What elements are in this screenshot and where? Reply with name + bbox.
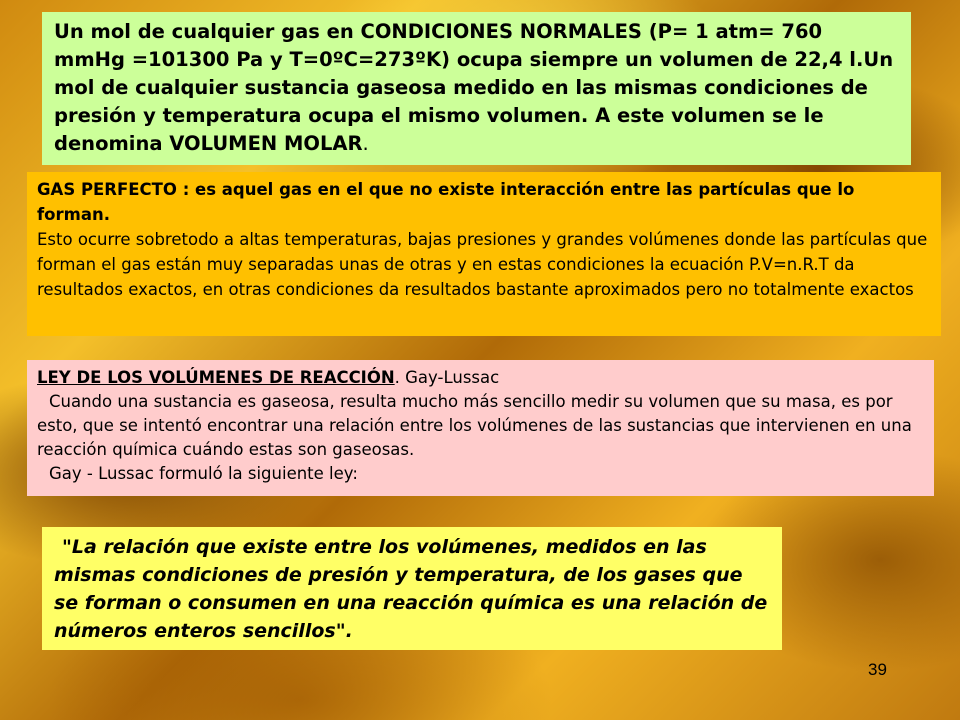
ideal-gas-heading: GAS PERFECTO : es aquel gas en el que no existe interacción entre las partículas que lo forman. [37, 180, 855, 224]
gay-lussac-title-line [37, 366, 924, 390]
gay-lussac-law-box [27, 360, 934, 496]
molar-volume-tail: . [362, 132, 369, 155]
law-body: Cuando una sustancia es gaseosa, resulta mucho más sencillo medir su volumen que su masa, es por esto, que se intentó encontrar una relación entre los volúmenes de las sustancias que intervienen en una reacción química cuándo estas son gaseosas. [37, 392, 912, 459]
law-quote-box [42, 527, 782, 650]
molar-volume-text: Un mol de cualquier gas en CONDICIONES NORMALES (P= 1 atm= 760 mmHg =101300 Pa y T=0ºC=273ºK) ocupa siempre un volumen de 22,4 l.Un mol de cualquier sustancia gaseosa medido en las mismas condiciones de presión y temperatura ocupa el mismo volumen. A este volumen se le denomina VOLUMEN MOLAR [54, 20, 894, 155]
molar-volume-box [42, 12, 911, 165]
law-title: LEY DE LOS VOLÚMENES DE REACCIÓN [37, 368, 395, 387]
ideal-gas-body: Esto ocurre sobretodo a altas temperaturas, bajas presiones y grandes volúmenes donde las partículas que forman el gas están muy separadas unas de otras y en estas condiciones la ecuación P.V=n.R.T da resultados exactos, en otras condiciones da resultados bastante aproximados pero no totalmente exactos [37, 230, 928, 299]
ideal-gas-box [27, 172, 941, 336]
law-title-suffix: . Gay-Lussac [394, 368, 500, 387]
slide-number: 39 [868, 660, 887, 679]
law-closing: Gay - Lussac formuló la siguiente ley: [49, 464, 358, 483]
law-quote: "La relación que existe entre los volúmenes, medidos en las mismas condiciones de presión y temperatura, de los gases que se forman o consumen en una reacción química es una relación de números enteros sencillos". [54, 536, 768, 642]
